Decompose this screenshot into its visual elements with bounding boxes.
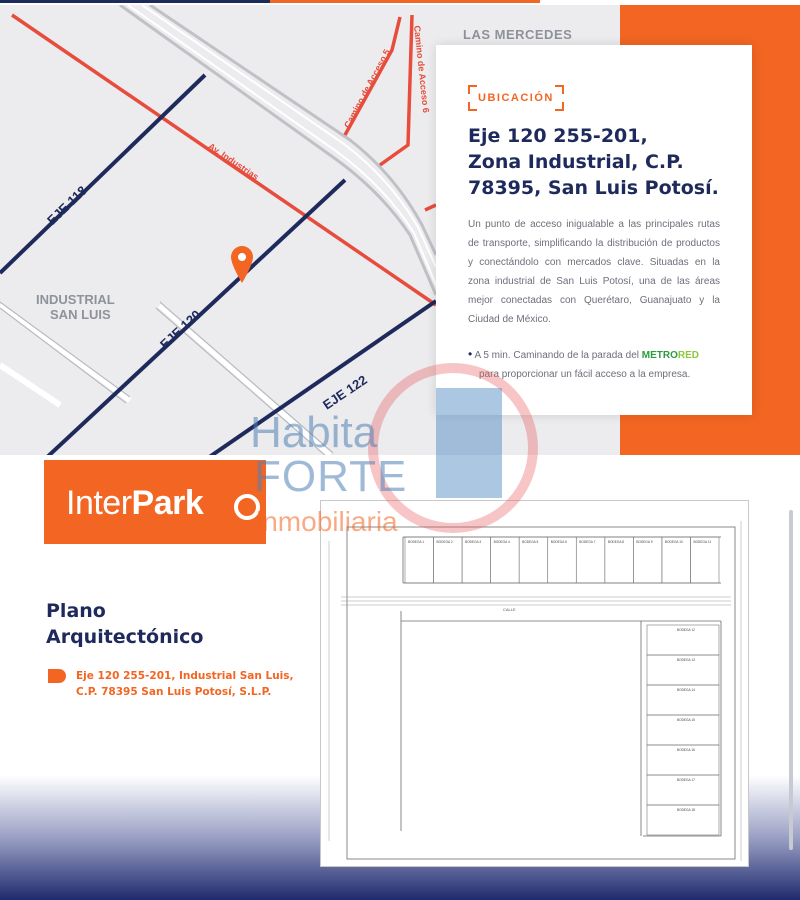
metro-note [468,345,738,384]
scrollbar[interactable] [789,510,793,850]
bay-label: BODEGA 2 [436,540,453,544]
bay-label: BODEGA 15 [677,718,695,722]
floor-plan-bay [405,537,434,583]
road-label-eje120: EJE 120 [157,306,204,352]
location-description: Un punto de acceso inigualable a las principales rutas de transporte, simplificando la distribución de productos y conectándolo con mercados clave. Situadas en la zona industrial de San Luis Potosí, una de las áreas mejor conectadas con Querétaro, Guanajuato y la Ciudad de México. [468,219,720,325]
area-label-line1: INDUSTRIAL [36,292,115,307]
floor-plan-viewer[interactable] [320,500,749,867]
logo-wordmark [66,484,203,523]
floor-plan-bay [462,537,491,583]
interpark-logo [44,460,266,544]
floor-plan-bay [647,745,719,775]
logo-ring-icon [234,494,260,520]
metro-prefix: A 5 min. Caminando de la parada del [474,350,639,361]
address-marker-icon [48,669,66,683]
plano-address-line1: Eje 120 255-201, Industrial San Luis, [76,670,294,682]
bay-label: BODEGA 5 [522,540,539,544]
area-label-las-mercedes: LAS MERCEDES [463,27,573,42]
bay-label: BODEGA 1 [408,540,425,544]
floor-plan-bay [548,537,577,583]
bay-label: BODEGA 18 [677,808,695,812]
right-bays [647,625,719,835]
road-label-camino5: Camino de Acceso 5 [342,47,393,130]
plano-title-line2: Arquitectónico [46,626,204,648]
metro-brand-metro: METRO [641,350,678,361]
floor-plan-bay [662,537,691,583]
location-title [468,123,748,201]
plano-title [46,598,203,650]
street-label: CALLE [503,607,516,612]
logo-part-inter: Inter [66,484,132,522]
road-label-eje118: EJE 118 [44,182,90,228]
floor-plan-bay [647,655,719,685]
location-title-line: Zona Industrial, C.P. [468,151,684,173]
metro-suffix: para proporcionar un fácil acceso a la empresa. [479,369,691,380]
road-label-camino6: Camino de Acceso 6 [412,25,432,114]
bay-label: BODEGA 7 [579,540,596,544]
bay-label: BODEGA 6 [550,540,567,544]
top-bays [405,537,719,583]
floor-plan-bay [647,685,719,715]
floor-plan-bay [647,625,719,655]
location-title-line: Eje 120 255-201, [468,125,648,147]
floor-plan-bay [647,805,719,835]
area-label-industrial [36,292,115,322]
watermark-line3: inmobiliaria [256,506,398,537]
location-title-line: 78395, San Luis Potosí. [468,177,719,199]
bay-label: BODEGA 4 [493,540,510,544]
plano-address [76,668,294,700]
floor-plan-bay [576,537,605,583]
location-tag-text: UBICACIÓN [478,92,554,104]
logo-part-park: Park [131,484,204,522]
bullet-icon: • [468,347,473,361]
floor-plan-bay [519,537,548,583]
location-pin-icon[interactable] [231,246,253,283]
road-label-av-industrias: Av. Industrias [206,141,261,183]
bay-label: BODEGA 13 [677,658,695,662]
location-card [436,45,752,415]
floor-plan-bay [690,537,719,583]
bay-label: BODEGA 12 [677,628,695,632]
watermark-line1: Habita [250,408,378,457]
top-accent-orange [270,0,540,3]
floor-plan-bay [633,537,662,583]
metro-brand-red: RED [677,350,700,361]
road-label-eje122: EJE 122 [320,372,370,413]
watermark-line2: FORTE [254,452,408,501]
plano-title-line1: Plano [46,600,106,622]
floor-plan-bay [491,537,520,583]
bay-label: BODEGA 16 [677,748,695,752]
plano-address-line2: C.P. 78395 San Luis Potosí, S.L.P. [76,686,272,698]
floor-plan-bay [605,537,634,583]
floor-plan-drawing [321,501,748,866]
bay-label: BODEGA 17 [677,778,695,782]
floor-plan-bay [647,715,719,745]
bay-label: BODEGA 3 [465,540,482,544]
floor-plan-bay [434,537,463,583]
bay-label: BODEGA 9 [636,540,653,544]
bay-label: BODEGA 10 [664,540,683,544]
area-label-line2: SAN LUIS [50,307,111,322]
location-tag [468,85,564,111]
bay-label: BODEGA 11 [693,540,712,544]
floor-plan-bay [647,775,719,805]
top-accent-navy [0,0,270,3]
bay-label: BODEGA 14 [677,688,695,692]
bay-label: BODEGA 8 [607,540,624,544]
